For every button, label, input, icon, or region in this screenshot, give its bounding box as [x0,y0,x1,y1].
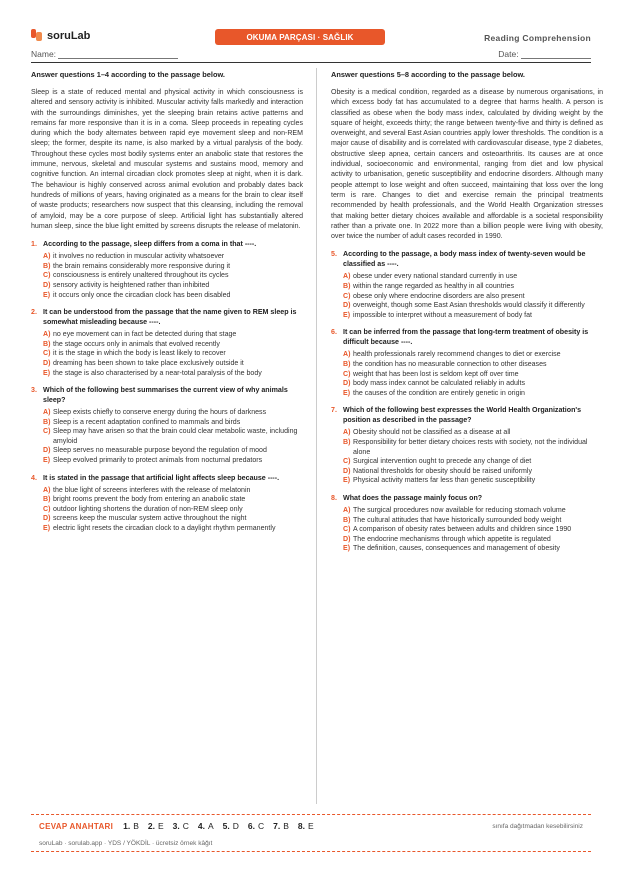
question-item [331,405,603,486]
answer-option [343,467,603,477]
answer-option [343,350,603,360]
option-text: sensory activity is heightened rather than inhibited [53,281,210,289]
question-item [31,307,303,378]
option-text: Sleep evolved primarily to protect animals from nocturnal predators [53,457,263,465]
option-letter: A) [343,351,351,359]
option-text: dreaming has been shown to take place exclusively outside it [53,359,244,367]
answer-key-number: 1. [123,821,131,831]
option-letter: D) [43,359,51,367]
option-letter: A) [343,429,351,437]
option-letter: D) [43,515,51,523]
question-item [31,239,303,300]
question-item [331,327,603,398]
answer-option [343,292,603,302]
option-text: within the range regarded as healthy in all countries [353,283,515,291]
option-letter: B) [43,262,51,270]
question-text: Which of the following best expresses the World Health Organization's position as described in the passage? [343,406,582,425]
answer-option [43,262,303,272]
answer-option [43,514,303,524]
left-question-list [31,239,303,533]
option-list [331,506,603,554]
option-text: The surgical procedures now available for reducing stomach volume [353,506,566,514]
option-letter: B) [43,340,51,348]
option-text: Surgical intervention ought to precede any change of diet [353,458,532,466]
option-text: screens keep the muscular system active throughout the night [53,515,247,523]
option-list [31,486,303,534]
date-field [498,49,591,59]
option-text: body mass index cannot be calculated reliably in adults [353,380,525,388]
option-text: The definition, causes, consequences and management of obesity [353,545,560,553]
answer-key-letter: A [208,821,214,831]
answer-key-letter: C [182,821,189,831]
question-stem [331,493,603,503]
option-list [331,272,603,320]
name-label: Name: [31,49,57,59]
question-number: 8. [331,493,337,502]
answer-option [43,446,303,456]
option-text: National thresholds for obesity should be raised uniformly [353,467,533,475]
option-letter: A) [343,506,351,514]
option-list [31,252,303,300]
header-rule [31,62,591,63]
question-item [31,385,303,466]
answer-key-item [123,821,139,831]
answer-option [343,476,603,486]
option-text: obese under every national standard currently in use [353,273,518,281]
answer-option [343,535,603,545]
option-letter: D) [343,467,351,475]
option-text: it occurs only once the circadian clock has been disabled [53,291,231,299]
option-letter: B) [43,496,51,504]
option-letter: E) [343,389,351,397]
question-text: It can be inferred from the passage that long-term treatment of obesity is difficult because ----. [343,328,589,347]
answer-option [43,456,303,466]
option-letter: A) [43,253,51,261]
option-letter: E) [43,369,51,377]
name-blank-line [58,58,178,59]
question-number: 3. [31,386,37,395]
answer-key-letter: E [308,821,314,831]
option-letter: A) [43,486,51,494]
right-question-list [331,249,603,553]
question-text: According to the passage, sleep differs from a coma in that ----. [43,240,257,249]
question-text: What does the passage mainly focus on? [343,493,483,502]
answer-option [43,359,303,369]
answer-option [343,370,603,380]
option-text: outdoor lighting shortens the duration of non-REM sleep only [53,505,243,513]
answer-key-item [223,821,239,831]
question-text: It can be understood from the passage that the name given to REM sleep is somewhat misleading because ----. [43,308,297,327]
option-letter: D) [343,302,351,310]
option-letter: E) [343,311,351,319]
option-letter: C) [343,370,351,378]
obesity-passage: Obesity is a medical condition, regarded as a disease by numerous organisations, in which excess body fat has accumulated to a degree that harms health. A person is classified as obese when the body mass index, calculated by dividing weight by the square of height, exceeds thirty; the range between twenty-five and thirty is defined as overweight, and several East Asian countries apply lower thresholds. The condition is a major cause of disability and is correlated with cardiovascular disease, type 2 diabetes, obstructive sleep apnea, certain cancers and osteoarthritis. Its causes are at once individual, socioeconomic and environmental, ranging from diet and low physical activity to urbanisation, genetic susceptibility and endocrine disorders. Although many people attempt to lose weight and often succeed, maintaining that loss over the long term is rare. Changes to diet and exercise remain the principal treatments recommended by health professionals, and the World Health Organization stresses that making better dietary choices available and affordable is a societal responsibility rather than a private one. In 2022 more than a billion people were living with obesity, over twice the number of adult cases recorded in 1990. [331,89,603,241]
option-letter: C) [43,505,51,513]
question-number: 4. [31,473,37,482]
option-letter: A) [43,409,51,417]
left-column [31,70,303,534]
option-list [331,350,603,398]
answer-key-note: sınıfa dağıtmadan kesebilirsiniz [492,823,583,830]
answer-option [43,330,303,340]
worksheet-title: Reading Comprehension [484,33,591,43]
option-text: impossible to interpret without a measurement of body fat [353,311,533,319]
answer-option [43,340,303,350]
answer-option [43,495,303,505]
option-letter: C) [343,292,351,300]
answer-option [43,369,303,379]
answer-key-number: 2. [147,821,155,831]
option-text: the brain remains considerably more responsive during it [53,262,231,270]
option-letter: C) [343,526,351,534]
option-text: the stage is also characterised by a near-total paralysis of the body [53,369,262,377]
option-letter: E) [343,545,351,553]
answer-key-letter: B [283,821,289,831]
column-divider [316,68,317,804]
right-column [331,70,603,554]
topic-badge: OKUMA PARÇASI · SAĞLIK [215,29,385,45]
left-instruction: Answer questions 1–4 according to the passage below. [31,70,225,79]
option-text: Sleep may have arisen so that the brain could clear metabolic waste, including amyloid [53,428,298,445]
answer-option [43,291,303,301]
question-stem [331,249,603,269]
answer-option [43,427,303,446]
option-text: the stage occurs only in animals that evolved recently [53,340,220,348]
option-text: Responsibility for better dietary choices rests with society, not the individual alone [353,438,588,456]
question-item [331,249,603,320]
option-text: weight that has been lost is seldom kept off over time [353,370,519,378]
answer-option [43,349,303,359]
option-text: Sleep exists chiefly to conserve energy during the hours of darkness [53,409,267,417]
option-text: the blue light of screens interferes with the release of melatonin [53,486,251,494]
option-letter: C) [43,428,51,436]
option-letter: D) [343,380,351,388]
question-number: 1. [31,240,37,249]
answer-key-item [273,821,289,831]
option-text: the condition has no measurable connection to other diseases [353,361,547,369]
option-letter: D) [43,447,51,455]
question-stem [31,239,303,249]
answer-option [343,272,603,282]
question-text: According to the passage, a body mass index of twenty-seven would be classified as ----. [343,250,586,269]
option-letter: B) [343,516,351,524]
option-letter: D) [343,535,351,543]
option-text: it involves no reduction in muscular activity whatsoever [53,253,225,261]
answer-key-item [248,821,264,831]
answer-key-number: 8. [297,821,305,831]
answer-key-item [148,821,164,831]
answer-option [43,408,303,418]
option-letter: B) [43,418,51,426]
option-text: bright rooms prevent the body from entering an anabolic state [53,496,246,504]
question-number: 6. [331,328,337,337]
option-text: Physical activity matters far less than genetic susceptibility [353,477,536,485]
option-letter: C) [343,458,351,466]
answer-option [43,486,303,496]
question-item [31,473,303,534]
question-stem [331,405,603,425]
answer-key-row [39,821,323,831]
option-letter: A) [343,273,351,281]
answer-key-number: 7. [273,821,281,831]
logo-icon [31,29,43,43]
option-letter: E) [343,477,351,485]
question-number: 2. [31,308,37,317]
answer-option [343,544,603,554]
answer-option [343,311,603,321]
option-text: overweight, though some East Asian thresholds would classify it differently [353,302,585,310]
answer-option [43,524,303,534]
option-text: health professionals rarely recommend changes to diet or exercise [353,351,561,359]
answer-option [343,379,603,389]
option-list [31,330,303,378]
option-text: Sleep serves no measurable purpose beyond the regulation of mood [53,447,267,455]
option-letter: A) [43,331,51,339]
answer-key-number: 6. [247,821,255,831]
question-text: Which of the following best summarises the current view of why animals sleep? [43,386,288,405]
logo-text: soruLab [47,30,91,42]
option-letter: B) [343,361,351,369]
date-blank-line [521,58,591,59]
answer-option [43,418,303,428]
sleep-passage: Sleep is a state of reduced mental and physical activity in which consciousness is altered and sensory activity is inhibited. Muscular activity falls markedly and interaction with the surroundings diminishes, yet the sleeping brain retains active patterns and remains far more responsive than it is in a coma. Sleep proceeds in repeating cycles during which the body alternates between rapid eye movement sleep and non-REM sleep; the former, despite its name, is also marked by a virtual paralysis of the body. Throughout these cycles most bodily systems enter an anabolic state that restores the immune, nervous, skeletal and muscular systems and sustains mood, memory and cognitive function. An internal circadian clock promotes sleep at night, when it is dark. The behaviour is highly conserved across animal evolution and probably dates back hundreds of millions of years, having originated as a means for the brain to clear itself of waste products; researchers now suspect that this cleansing, including the removal of amyloid, may be a core purpose of sleep. Artificial light has substantially altered human sleep, since the blue light emitted by screens disrupts the release of melatonin. [31,89,303,230]
option-text: Sleep is a recent adaptation confined to mammals and birds [53,418,241,426]
option-text: no eye movement can in fact be detected during that stage [53,331,237,339]
answer-option [343,389,603,399]
answer-option [343,282,603,292]
answer-option [43,252,303,262]
answer-key-title: CEVAP ANAHTARI [39,822,114,831]
option-list [331,428,603,486]
name-field [31,49,178,59]
answer-option [343,525,603,535]
option-letter: E) [43,525,51,533]
option-text: it is the stage in which the body is least likely to recover [53,350,226,358]
question-item [331,493,603,554]
question-stem [331,327,603,347]
right-instruction: Answer questions 5–8 according to the passage below. [331,70,525,79]
answer-key-letter: D [232,821,239,831]
answer-option [343,516,603,526]
question-number: 5. [331,250,337,259]
answer-option [43,505,303,515]
option-letter: C) [43,350,51,358]
question-stem [31,385,303,405]
answer-key-letter: C [258,821,265,831]
answer-key-item [173,821,189,831]
option-letter: D) [43,281,51,289]
option-list [31,408,303,466]
option-text: A comparison of obesity rates between adults and children since 1990 [353,526,572,534]
answer-key-number: 5. [222,821,230,831]
option-letter: B) [343,283,351,291]
answer-option [343,301,603,311]
option-text: electric light resets the circadian clock to a daylight rhythm permanently [53,525,276,533]
option-letter: E) [43,457,51,465]
answer-key-item [298,821,314,831]
answer-option [343,506,603,516]
answer-key-item [198,821,214,831]
page-header [31,29,591,47]
answer-option [43,271,303,281]
option-text: The endocrine mechanisms through which appetite is regulated [353,535,551,543]
page-footer: soruLab · sorulab.app · YDS / YÖKDİL · ücretsiz örnek kâğıt [39,840,213,847]
answer-option [343,438,603,457]
answer-option [343,360,603,370]
answer-key-letter: B [133,821,139,831]
answer-option [343,457,603,467]
name-date-row [31,49,591,61]
answer-option [343,428,603,438]
question-stem [31,473,303,483]
option-letter: E) [43,291,51,299]
date-label: Date: [498,49,519,59]
answer-option [43,281,303,291]
option-text: the causes of the condition are entirely genetic in origin [353,389,525,397]
question-text: It is stated in the passage that artificial light affects sleep because ----. [43,473,280,482]
option-text: The cultural attitudes that have historically surrounded body weight [353,516,562,524]
answer-key-letter: E [158,821,164,831]
option-text: obese only where endocrine disorders are also present [353,292,525,300]
answer-key-number: 3. [172,821,180,831]
option-letter: C) [43,272,51,280]
question-stem [31,307,303,327]
option-letter: B) [343,438,351,446]
brand-logo [31,29,90,43]
answer-key-number: 4. [197,821,205,831]
option-text: Obesity should not be classified as a disease at all [353,429,511,437]
option-text: consciousness is entirely unaltered throughout its cycles [53,272,229,280]
question-number: 7. [331,406,337,415]
